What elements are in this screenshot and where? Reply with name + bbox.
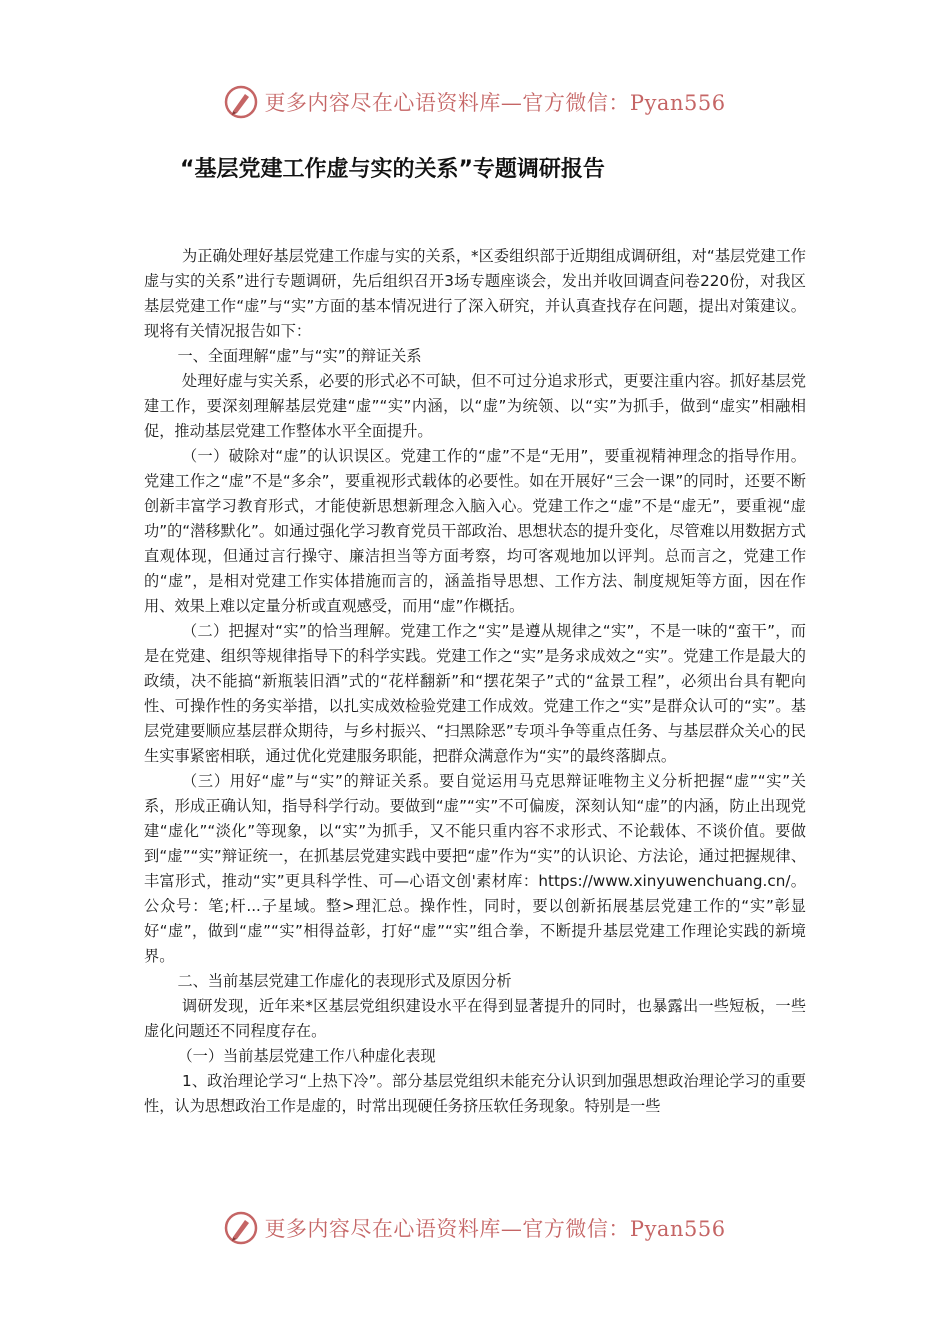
paragraph: 1、政治理论学习“上热下冷”。部分基层党组织未能充分认识到加强思想政治理论学习的重要性，认为思想政治工作是虚的，时常出现硬任务挤压软任务现象。特别是一些	[144, 1072, 806, 1115]
paragraph: （二）把握对“实”的恰当理解。党建工作之“实”是遵从规律之“实”，不是一味的“蛮干”，而是在党建、组织等规律指导下的科学实践。党建工作之“实”是务求成效之“实”。党建工作是最大的政绩，决不能搞“新瓶装旧酒”式的“花样翻新”和“摆花架子”式的“盆景工程”，必须出台具有靶向性、可操作性的务实举措，以扎实成效检验党建工作成效。党建工作之“实”是群众认可的“实”。基层党建要顺应基层群众期待，与乡村振兴、“扫黑除恶”专项斗争等重点任务、与基层群众关心的民生实事紧密相联，通过优化党建服务职能，把群众满意作为“实”的最终落脚点。	[144, 622, 806, 765]
paragraph: （三）用好“虚”与“实”的辩证关系。要自觉运用马克思辩证唯物主义分析把握“虚”“实”关系，形成正确认知，指导科学行动。要做到“虚”“实”不可偏废，深刻认知“虚”的内涵，防止出现党建“虚化”“淡化”等现象，以“实”为抓手，又不能只重内容不求形式、不论载体、不谈价值。要做到“虚”“实”辩证统一，在抓基层党建实践中要把“虚”作为“实”的认识论、方法论，通过把握规律、丰富形式，推动“实”更具科学性、可—心语文创'素材库：https://www.xinyuwenchuang.cn/。公众号：笔;杆...子星域。整>理汇总。操作性，同时，要以创新拓展基层党建工作的“实”彰显好“虚”，做到“虚”“实”相得益彰，打好“虚”“实”组合拳，不断提升基层党建工作理论实践的新境界。	[144, 772, 806, 965]
paragraph: 调研发现，近年来*区基层党组织建设水平在得到显著提升的同时，也暴露出一些短板，一些虚化问题还不同程度存在。	[144, 997, 806, 1040]
banner-text: 更多内容尽在心语资料库—官方微信：Pyan556	[264, 91, 726, 115]
pen-logo-icon	[224, 1211, 258, 1245]
bottom-banner	[0, 1206, 950, 1250]
subsection-heading: （一）当前基层党建工作八种虚化表现	[177, 1047, 436, 1065]
paragraph-intro: 为正确处理好基层党建工作虚与实的关系，*区委组织部于近期组成调研组，对“基层党建工作虚与实的关系”进行专题调研，先后组织召开3场专题座谈会，发出并收回调查问卷220份，对我区基层党建工作“虚”与“实”方面的基本情况进行了深入研究，并认真查找存在问题，提出对策建议。现将有关情况报告如下：	[144, 247, 806, 340]
banner-text: 更多内容尽在心语资料库—官方微信：Pyan556	[264, 1217, 726, 1241]
top-banner	[0, 80, 950, 124]
paragraph: （一）破除对“虚”的认识误区。党建工作的“虚”不是“无用”，要重视精神理念的指导作用。党建工作之“虚”不是“多余”，要重视形式载体的必要性。如在开展好“三会一课”的同时，还要不断创新丰富学习教育形式，才能使新思想新理念入脑入心。党建工作之“虚”不是“虚无”，要重视“虚功”的“潜移默化”。如通过强化学习教育党员干部政治、思想状态的提升变化，尽管难以用数据方式直观体现，但通过言行操守、廉洁担当等方面考察，均可客观地加以评判。总而言之，党建工作的“虚”，是相对党建工作实体措施而言的，涵盖指导思想、工作方法、制度规矩等方面，因在作用、效果上难以定量分析或直观感受，而用“虚”作概括。	[144, 447, 806, 615]
paragraph: 处理好虚与实关系，必要的形式必不可缺，但不可过分追求形式，更要注重内容。抓好基层党建工作，要深刻理解基层党建“虚”“实”内涵，以“虚”为统领、以“实”为抓手，做到“虚实”相融相促，推动基层党建工作整体水平全面提升。	[144, 372, 806, 440]
document-body	[144, 244, 806, 1119]
document-title: “基层党建工作虚与实的关系”专题调研报告	[180, 157, 605, 182]
pen-logo-icon	[224, 85, 258, 119]
section-heading: 二、当前基层党建工作虚化的表现形式及原因分析	[177, 972, 512, 990]
section-heading: 一、全面理解“虚”与“实”的辩证关系	[177, 347, 422, 365]
